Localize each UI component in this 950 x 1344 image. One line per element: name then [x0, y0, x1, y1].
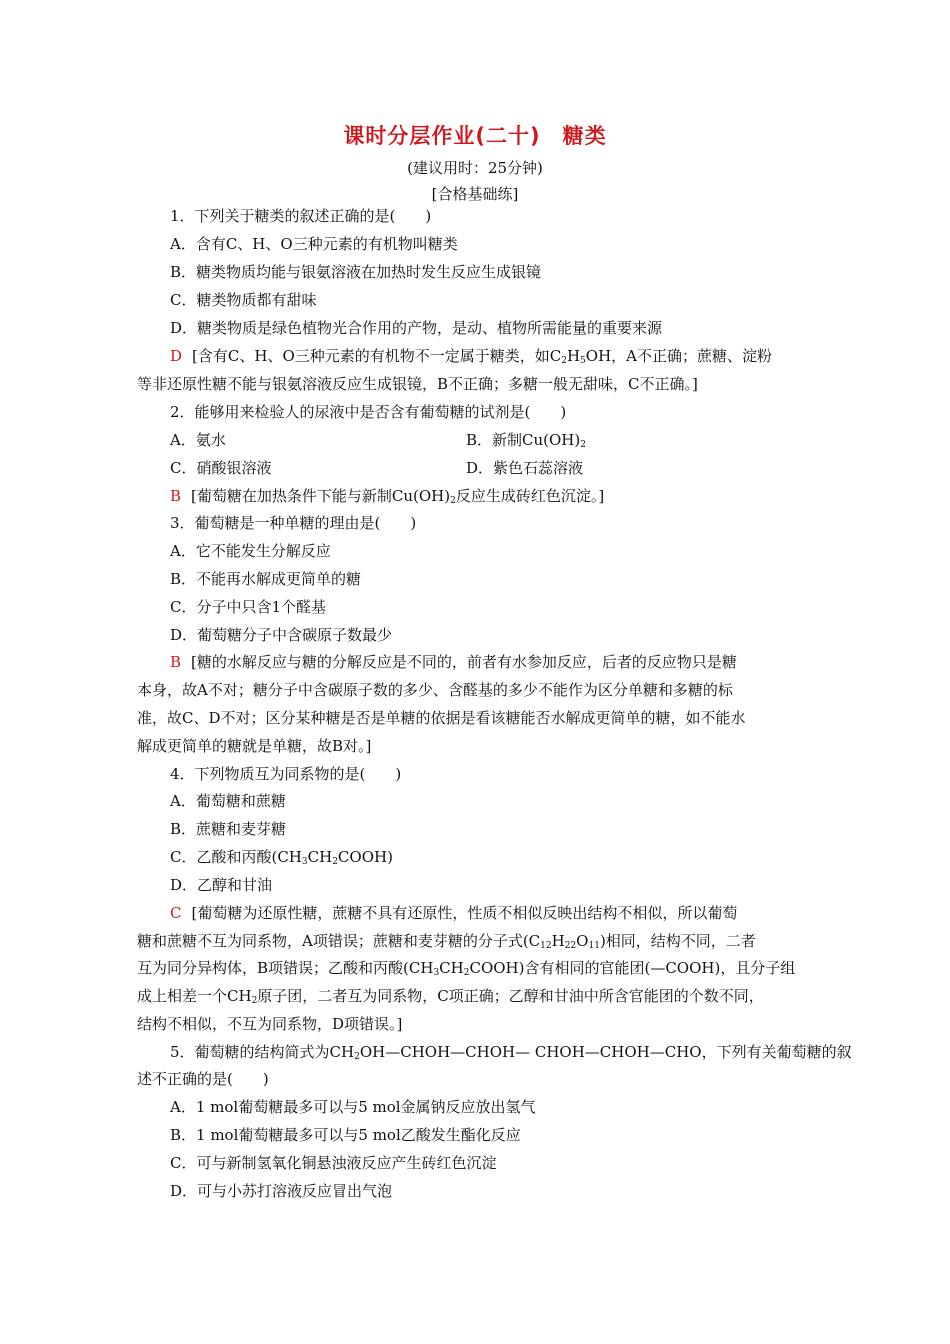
answer-4-letter: C	[170, 904, 182, 922]
question-4-option-b: B．蔗糖和麦芽糖	[170, 820, 287, 838]
question-2-option-b: B．新制$Cu(OH)_2$	[466, 431, 586, 450]
answer-3: B [糖的水解反应与糖的分解反应是不同的，前者有水参加反应，后者的反应物只是糖	[170, 653, 737, 671]
question-4-option-d: D．乙醇和甘油	[170, 876, 273, 894]
question-1: 1．下列关于糖类的叙述正确的是( )	[170, 207, 432, 225]
answer-3-line-3: 准，故C、D不对；区分某种糖是否是单糖的依据是看该糖能否水解成更简单的糖，如不能水	[137, 709, 746, 727]
question-5-option-b: B．1 mol葡萄糖最多可以与5 mol乙酸发生酯化反应	[170, 1126, 521, 1144]
section-heading: [合格基础练]	[431, 185, 519, 203]
question-4: 4．下列物质互为同系物的是( )	[170, 765, 402, 783]
question-5-option-a: A．1 mol葡萄糖最多可以与5 mol金属钠反应放出氢气	[170, 1098, 536, 1116]
answer-4: C [葡萄糖为还原性糖，蔗糖不具有还原性，性质不相似反映出结构不相似，所以葡萄	[170, 904, 738, 922]
page-title: 课时分层作业(二十) 糖类	[343, 124, 607, 148]
question-3: 3．葡萄糖是一种单糖的理由是( )	[170, 514, 417, 532]
answer-1-letter: D	[170, 347, 183, 365]
question-4-option-c: C．乙酸和丙酸$(CH_3CH_2COOH)$	[170, 848, 393, 867]
answer-3-letter: B	[170, 653, 182, 671]
suggested-time: (建议用时：25分钟)	[407, 159, 543, 177]
answer-2: B [葡萄糖在加热条件下能与新制$Cu(OH)_2$反应生成砖红色沉淀。]	[170, 487, 605, 506]
question-1-option-b: B．糖类物质均能与银氨溶液在加热时发生反应生成银镜	[170, 263, 542, 281]
answer-4-line-5: 结构不相似，不互为同系物，D项错误。]	[137, 1015, 403, 1033]
question-1-option-a: A．含有C、H、O三种元素的有机物叫糖类	[170, 235, 458, 253]
answer-4-line-3: 互为同分异构体，B项错误；乙酸和丙酸$(CH_3CH_2COOH)$含有相同的官能团(—COOH)，且分子组	[137, 959, 796, 978]
question-4-option-a: A．葡萄糖和蔗糖	[170, 792, 286, 810]
answer-4-line-4: 成上相差一个$CH_2$原子团，二者互为同系物，C项正确；乙醇和甘油中所含官能团的个数不同，	[137, 987, 764, 1006]
question-2-option-c: C．硝酸银溶液	[170, 459, 272, 477]
answer-2-letter: B	[170, 487, 182, 505]
answer-3-line-2: 本身，故A不对；糖分子中含碳原子数的多少、含醛基的多少不能作为区分单糖和多糖的标	[137, 681, 733, 699]
question-5: 5．葡萄糖的结构简式为$CH_2OH—CHOH—CHOH—$ CHOH—CHOH—CHO，下列有关葡萄糖的叙	[170, 1043, 852, 1062]
answer-4-line-2: 糖和蔗糖不互为同系物，A项错误；蔗糖和麦芽糖的分子式$(C_{12}H_{22}O_{11})$相同，结构不同，二者	[137, 932, 756, 951]
question-3-option-a: A．它不能发生分解反应	[170, 542, 331, 560]
question-2-option-a: A．氨水	[170, 431, 226, 449]
question-2: 2．能够用来检验人的尿液中是否含有葡萄糖的试剂是( )	[170, 403, 567, 421]
question-3-option-b: B．不能再水解成更简单的糖	[170, 570, 362, 588]
question-5-line-2: 述不正确的是( )	[137, 1070, 269, 1088]
answer-3-line-4: 解成更简单的糖就是单糖，故B对。]	[137, 737, 372, 755]
question-1-option-d: D．糖类物质是绿色植物光合作用的产物，是动、植物所需能量的重要来源	[170, 319, 663, 337]
answer-1-line-2: 等非还原性糖不能与银氨溶液反应生成银镜，B不正确；多糖一般无甜味，C不正确。]	[137, 375, 698, 393]
question-1-option-c: C．糖类物质都有甜味	[170, 291, 317, 309]
question-5-option-d: D．可与小苏打溶液反应冒出气泡	[170, 1182, 393, 1200]
question-5-option-c: C．可与新制氢氧化铜悬浊液反应产生砖红色沉淀	[170, 1154, 497, 1172]
question-3-option-d: D．葡萄糖分子中含碳原子数最少	[170, 626, 393, 644]
question-3-option-c: C．分子中只含1个醛基	[170, 598, 327, 616]
question-2-option-d: D．紫色石蕊溶液	[466, 459, 584, 477]
answer-1: D [含有C、H、O三种元素的有机物不一定属于糖类，如$C_2H_5OH$，A不正确；蔗糖、淀粉	[170, 347, 772, 366]
